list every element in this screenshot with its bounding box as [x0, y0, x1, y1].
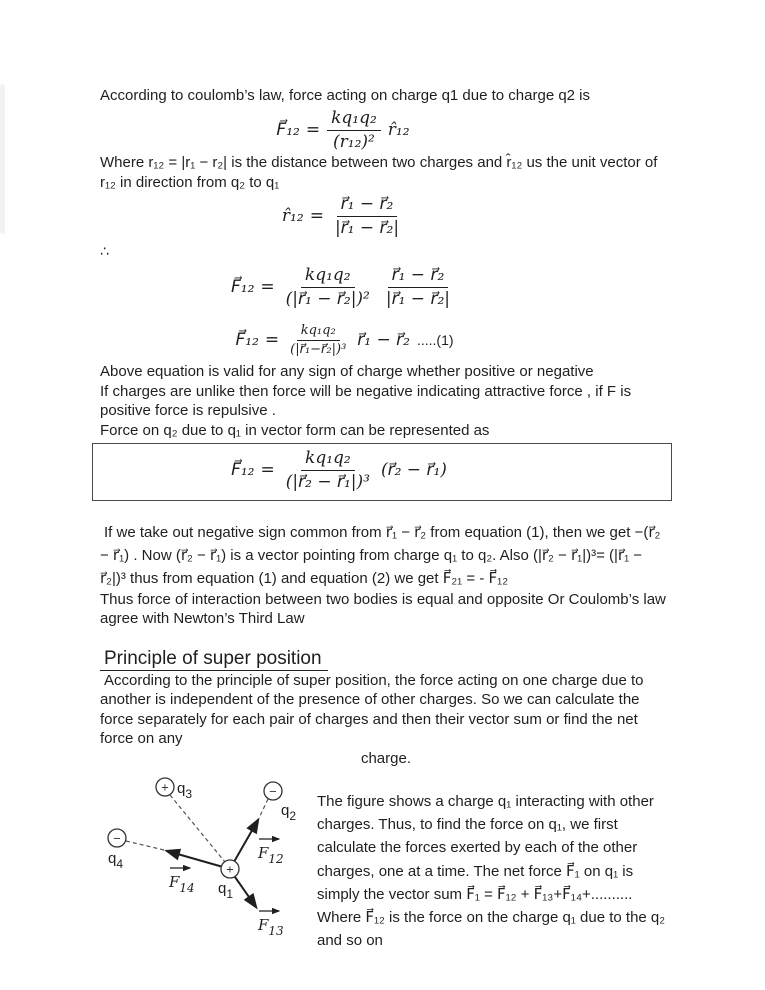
force-arrow-f13: [235, 877, 256, 907]
equals-sign: =: [264, 329, 280, 350]
paragraph-figure-description: The figure shows a charge q₁ interacting with other charges. Thus, to find the force on q₁, we first calculate the forces exerted by each of the other charges, one at a time. The net force F⃗₁ on q₁ is simply the vector sum F⃗₁ = F⃗₁₂ + F⃗₁₃+F⃗₁₄+..........: [317, 793, 654, 903]
equals-sign: =: [305, 119, 321, 140]
therefore-symbol: ∴: [100, 242, 109, 259]
fraction-denominator: (|r⃗₂ − r⃗₁|)³: [285, 472, 370, 493]
charge-sign-q4: −: [112, 833, 122, 845]
fraction-denominator: (|r⃗₁ − r⃗₂|)²: [285, 289, 370, 310]
charge-label-q3: $q_3$: [177, 780, 193, 801]
equation-unit-vector: [100, 194, 672, 240]
equation-lhs: F⃗₁₂: [231, 460, 255, 481]
charge-label-q2: $q_2$: [281, 802, 297, 823]
fraction: [327, 108, 381, 154]
force-arrow-f14: [167, 851, 221, 867]
fraction-numerator: r⃗₁ − r⃗₂: [337, 194, 398, 217]
fraction: [282, 448, 374, 494]
force-label-f14: $F_{14}$: [169, 873, 195, 895]
paragraph-coulomb-intro: According to coulomb’s law, force acting on charge q1 due to charge q2 is: [100, 87, 591, 104]
paragraph-distance-definition: Where r₁₂ = |r₁ − r₂| is the distance between two charges and r̂₁₂ us the unit vector of r₁₂ in direction from q₂ to q₁: [100, 154, 658, 191]
paragraph-attractive-repulsive: If charges are unlike then force will be negative indicating attractive force , if F is positive force is repulsive .: [100, 382, 632, 419]
charge-sign-q2: −: [268, 786, 278, 798]
equation-lhs: F⃗₁₂: [276, 119, 300, 140]
charge-sign-q1: +: [225, 864, 235, 876]
section-heading-superposition: Principle of super position: [100, 647, 672, 671]
equation-number-tag: .....(1): [416, 331, 454, 348]
equation-coulomb-law: [100, 108, 672, 154]
equation-lhs: F⃗₁₂: [235, 329, 259, 350]
fraction-denominator: |r⃗₁ − r⃗₂|: [385, 289, 450, 310]
equation-force-expanded: [100, 265, 672, 311]
dashed-line-q3-q1: [170, 795, 225, 862]
equals-sign: =: [260, 277, 275, 298]
figure-section: [100, 770, 672, 975]
equation-suffix: r⃗₁ − r⃗₂: [357, 329, 410, 350]
paragraph-superposition-continued: charge.: [360, 749, 412, 767]
fraction-numerator: kq₁q₂: [327, 108, 381, 131]
figure-caption-text: [315, 770, 672, 975]
fraction: [382, 265, 454, 311]
fraction-denominator: (|r⃗₁−r⃗₂|)³: [290, 341, 347, 357]
fraction-numerator: r⃗₁ − r⃗₂: [388, 265, 449, 288]
fraction: [282, 265, 374, 311]
equation-lhs: r̂₁₂: [281, 206, 304, 227]
equals-sign: =: [260, 460, 275, 481]
fraction-denominator: |r⃗₁ − r⃗₂|: [334, 218, 400, 239]
paragraph-superposition: According to the principle of super position, the force acting on one charge due to another is independent of the presence of other charges. So we can calculate the force separately for each pair of charges and then their vector sum or find the net force on any: [100, 671, 644, 747]
document-content: [100, 86, 672, 975]
paragraph-figure-description-continued: Where F⃗₁₂ is the force on the charge q₁ due to the q₂ and so on: [317, 909, 666, 950]
fraction: [331, 194, 403, 240]
fraction-numerator: kq₁q₂: [301, 448, 355, 471]
force-label-f13: $F_{13}$: [258, 916, 284, 938]
boxed-equation-container: [92, 443, 672, 501]
fraction-numerator: kq₁q₂: [297, 323, 340, 341]
equation-suffix: (r⃗₂ − r⃗₁): [380, 460, 447, 481]
paragraph-vector-form-intro: Force on q₂ due to q₁ in vector form can be represented as: [100, 421, 490, 439]
force-label-f12: $F_{12}$: [258, 844, 284, 866]
charges-diagram: [100, 770, 315, 975]
dashed-line-q4-f14: [126, 841, 164, 850]
charges-diagram-svg: [100, 770, 315, 970]
charge-label-q1: $q_1$: [218, 880, 234, 901]
fraction-numerator: kq₁q₂: [301, 265, 355, 288]
dashed-line-q2-f12: [259, 799, 268, 818]
fraction-denominator: (r₁₂)²: [333, 131, 375, 152]
equation-lhs: F⃗₁₂: [231, 277, 255, 298]
charge-label-q4: $q_4$: [108, 850, 124, 871]
paragraph-validity: Above equation is valid for any sign of charge whether positive or negative: [100, 363, 594, 380]
equals-sign: =: [309, 206, 324, 227]
force-arrow-f12: [235, 820, 259, 861]
equation-force-compact: [100, 323, 672, 359]
equation-suffix: r̂₁₂: [387, 119, 410, 140]
paragraph-newton-third-law-derivation: If we take out negative sign common from r⃗₁ − r⃗₂ from equation (1), then we get −(r⃗₂ − r⃗₁) . Now (r⃗₂ − r⃗₁) is a vector pointing from charge q₁ to q₂. Also (|r⃗₂ − r⃗₁|)³= (|r⃗₁ − r⃗₂|)³ thus from equation (1) and equation (2) we get F⃗₂₁ = - F⃗₁₂: [100, 523, 661, 587]
scan-artifact: [0, 84, 5, 234]
charge-sign-q3: +: [160, 782, 170, 794]
paragraph-newton-third-law-conclusion: Thus force of interaction between two bodies is equal and opposite Or Coulomb’s law agree with Newton’s Third Law: [100, 590, 666, 627]
fraction: [286, 323, 350, 359]
equation-boxed-vector-form: [93, 448, 671, 494]
